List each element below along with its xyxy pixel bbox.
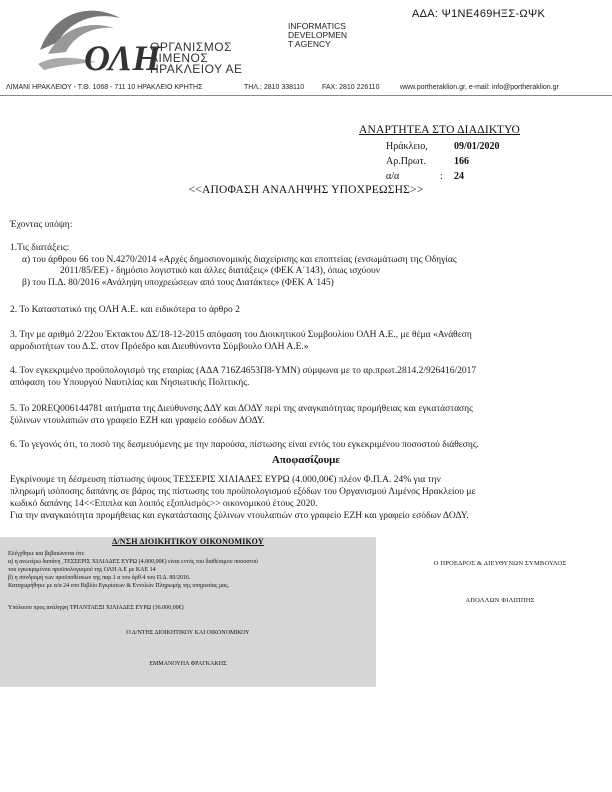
finance-box-heading: Δ/ΝΣΗ ΔΙΟΙΚΗΤΙΚΟΥ ΟΙΚΟΝΟΜΙΚΟΥ xyxy=(112,537,264,546)
contact-address: ΛΙΜΑΝΙ ΗΡΑΚΛΕΙΟΥ - Τ.Θ. 1068 - 711 10 ΗΡΑΚΛΕΙΟ ΚΡΗΤΗΣ xyxy=(6,84,203,91)
remaining-balance: Υπόλοιπο προς ανάληψη ΤΡΙΑΝΤΑΕΞΙ ΧΙΛΙΑΔΕΣ ΕΥΡΩ (36.000,00€) xyxy=(8,605,184,611)
item-3-line-1: 3. Την με αριθμό 2/22ου Έκτακτου ΔΣ/18-12-2015 απόφαση του Διοικητικού Συμβουλίου ΟΛΗ Α.Ε., με θέμα «Ανάθεση xyxy=(10,330,472,340)
serial-label: α/α xyxy=(386,171,400,182)
considering-heading: Έχοντας υπόψη: xyxy=(10,220,73,230)
org-name xyxy=(150,42,243,75)
serial-number: 24 xyxy=(454,171,464,182)
verify-line-1: Ελέγχθηκε και βεβαιώνεται ότι: xyxy=(8,551,85,557)
item-5-line-2: ξύλινων ντουλαπιών στο γραφείο ΕΖΗ και γραφείο εσόδων ΔΟΔΥ. xyxy=(10,416,265,426)
olh-logo xyxy=(36,4,161,85)
decision-title: <<ΑΠΟΦΑΣΗ ΑΝΑΛΗΨΗΣ ΥΠΟΧΡΕΩΣΗΣ>> xyxy=(188,184,424,196)
item-1b: β) του Π.Δ. 80/2016 «Ανάληψη υποχρεώσεων από τους Διατάκτες» (ΦΕΚ Α΄145) xyxy=(22,278,334,288)
ida-line-3: T AGENCY xyxy=(288,39,331,49)
item-4-line-1: 4. Τον εγκεκριμένο προϋπολογισμό της εταιρίας (ΑΔΑ 716Ζ4653Π8-ΥΜΝ) σύμφωνα με το αρ.πρωτ.2814.2/926416/2017 xyxy=(10,366,477,376)
item-3-line-2: αρμοδιοτήτων του Δ.Σ. στον Πρόεδρο και Διευθύνοντα Σύμβουλο ΟΛΗ Α.Ε.» xyxy=(10,342,309,352)
org-line-2: ΛΙΜΕΝΟΣ xyxy=(150,51,209,65)
verify-line-4: β) η συνδρομή των προϋποθέσεων της παρ.1 α του άρθ.4 του Π.Δ. 80/2016. xyxy=(8,575,191,581)
protocol-number: 166 xyxy=(454,156,469,167)
item-6: 6. Το γεγονός ότι, το ποσό της δεσμευόμενης με την παρούσα, πίστωσης είναι εντός του εγκεκριμένου ποσοστού διάθεσης. xyxy=(10,440,479,450)
place-label: Ηράκλειο, xyxy=(386,141,428,152)
serial-colon: : xyxy=(440,171,443,182)
item-4-line-2: απόφαση του Υπουργού Ναυτιλίας και Νησιωτικής Πολιτικής. xyxy=(10,378,250,388)
item-1: 1.Τις διατάξεις: xyxy=(10,243,70,253)
ida-line-2: DEVELOPMEN xyxy=(288,30,348,40)
verify-line-2: α) η ανωτέρω δαπάνη ,ΤΕΣΣΕΡΙΣ ΧΙΛΙΑΔΕΣ ΕΥΡΩ (4.000,00€) είναι εντός του διαθέσιμου ποσοστού xyxy=(8,559,258,565)
post-online-notice: ΑΝΑΡΤΗΤΕΑ ΣΤΟ ΔΙΑΔΙΚΤΥΟ xyxy=(359,124,521,136)
org-line-3: ΗΡΑΚΛΕΙΟΥ ΑΕ xyxy=(150,62,243,76)
ida-line-1: INFORMATICS xyxy=(288,21,346,31)
contact-phone: ΤΗΛ.: 2810 338110 xyxy=(244,84,305,91)
doc-date: 09/01/2020 xyxy=(454,141,500,152)
verify-line-5: Καταχωρήθηκε με α/α 24 στο Βιβλίο Εγκρίσεων & Εντολών Πληρωμής της υπηρεσίας μας. xyxy=(8,583,230,589)
item-2: 2. Το Καταστατικό της ΟΛΗ Α.Ε. και ειδικότερα το άρθρο 2 xyxy=(10,305,240,315)
finance-director-name: ΕΜΜΑΝΟΥΗΛ ΦΡΑΓΚΑΚΗΣ xyxy=(149,661,227,667)
item-5-line-1: 5. Το 20REQ006144781 αιτήματα της Διεύθυνσης ΔΔΥ και ΔΟΔΥ περί της αναγκαιότητας προμήθειας και εγκατάστασης xyxy=(10,404,473,414)
approve-line-2: πληρωμή ισόποσης δαπάνης σε βάρος της πίστωσης του προϋπολογισμού εξόδων του Οργανισμού Λιμένος Ηρακλείου με xyxy=(10,487,476,497)
finance-director-title: Ο Δ/ΝΤΗΣ ΔΙΟΙΚΗΤΙΚΟΥ ΚΑΙ ΟΙΚΟΝΟΜΙΚΟΥ xyxy=(126,630,250,636)
contact-web: www.portheraklion.gr, e-mail: info@portheraklion.gr xyxy=(400,84,559,91)
header-divider xyxy=(0,95,612,96)
item-1a-line-2: 2011/85/ΕΕ) - δημόσιο λογιστικό και άλλες διατάξεις» (ΦΕΚ Α΄143), όπως ισχύουν xyxy=(60,266,380,276)
ida-logo-text xyxy=(288,22,347,49)
approve-line-1: Εγκρίνουμε τη δέσμευση πίστωσης ύψους ΤΕΣΣΕΡΙΣ ΧΙΛΙΑΔΕΣ ΕΥΡΩ (4.000,00€) πλέον Φ.Π.Α. 24% για την xyxy=(10,475,441,485)
president-name: ΑΠΟΛΛΩΝ ΦΙΛΙΠΠΗΣ xyxy=(465,597,535,604)
protocol-label: Αρ.Πρωτ. xyxy=(386,156,427,167)
item-1a-line-1: α) του άρθρου 66 του Ν.4270/2014 «Αρχές δημοσιονομικής διαχείρισης και εποπτείας (ενσωμάτωση της Οδηγίας xyxy=(22,255,457,265)
contact-fax: FAX: 2810 226110 xyxy=(322,84,380,91)
ada-code: ΑΔΑ: Ψ1ΝΕ469ΗΞΣ-ΩΨΚ xyxy=(412,8,546,20)
decide-heading: Αποφασίζουμε xyxy=(271,454,341,466)
verify-line-3: του εγκεκριμένου προϋπολογισμού της ΟΛΗ Α.Ε με ΚΑΕ 14 xyxy=(8,567,156,573)
org-line-1: ΟΡΓΑΝΙΣΜΟΣ xyxy=(150,40,233,54)
president-title: Ο ΠΡΟΕΔΡΟΣ & ΔΙΕΥΘΥΝΩΝ ΣΥΜΒΟΥΛΟΣ xyxy=(433,560,567,567)
logo-text: ΟΛΗ xyxy=(84,38,161,78)
approve-line-4: Για την αναγκαιότητα προμήθειας και εγκατάστασης ξύλινων ντουλαπιών στο γραφείο ΕΖΗ και γραφείο εσόδων ΔΟΔΥ. xyxy=(10,511,469,521)
wave-logo-icon xyxy=(36,4,161,80)
approve-line-3: κωδικό δαπάνης 14<<Επιπλα και λοιπός εξοπλισμός>> οικονομικού έτους 2020. xyxy=(10,499,318,509)
